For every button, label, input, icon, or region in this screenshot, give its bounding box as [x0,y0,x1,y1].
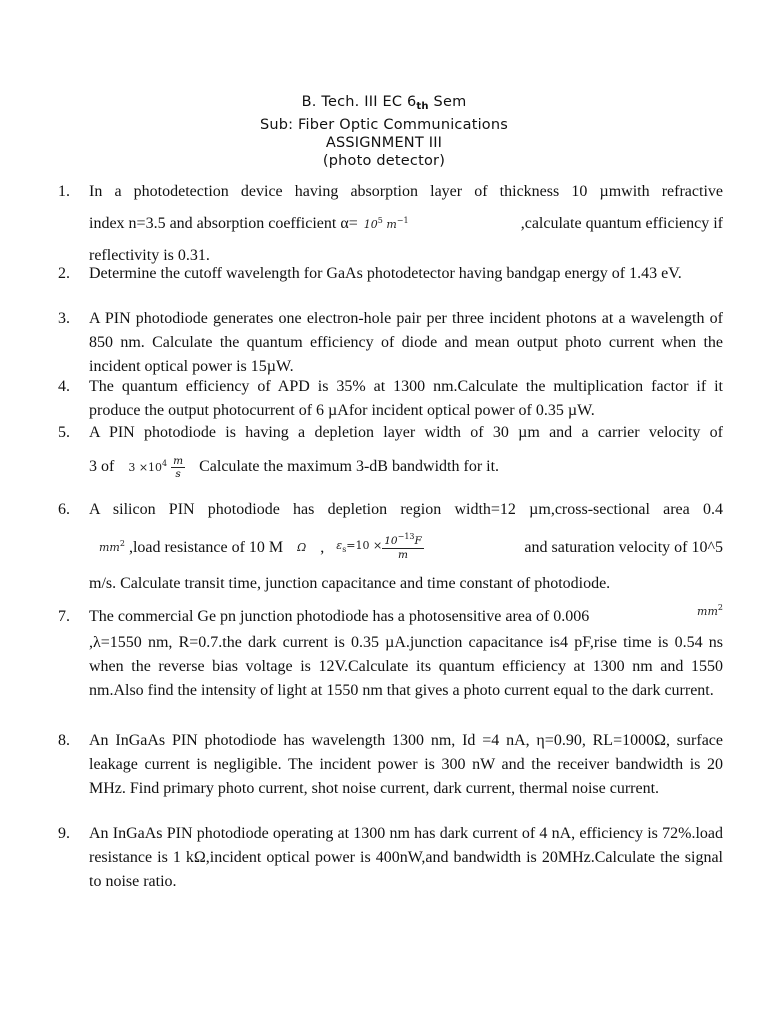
question-2: 2. Determine the cutoff wavelength for GaAs photodetector having bandgap energy of 1.43 eV. [58,265,682,282]
carrier-velocity-formula: $3 \times 10^4$ [128,459,168,475]
question-8: 8. An InGaAs PIN photodiode has wavelength 1300 nm, Id =4 nA, η=0.90, RL=1000Ω, surface leakage current is negligible. The incident power is 300 nW and the receiver bandwidth is 20 MHz. Find primary photo current, shot noise current, dark current, thermal noise current. [58,732,723,797]
absorption-coefficient-formula: $10^5$ $m^{-1}$ [363,216,409,231]
topic-line: (photo detector) [322,153,446,169]
question-4: 4. The quantum efficiency of APD is 35% at 1300 nm.Calculate the multiplication factor if it produce the output photocurrent of 6 µAfor incident optical power of 0.35 µW. [58,378,723,419]
question-6: 6. A silicon PIN photodiode has depletion region width=12 µm,cross-sectional area 0.4 $mm^2$ ,load resistance of 10 M Ω , $\varepsilon_s=10$ × $\frac{10^{-13}F}{m}$ and saturation velocity of 10^5 m/s. Calculate transit time, junction capacitance and time constant of photodiode. [58,501,723,593]
course-line: B. Tech. III EC $6_{th}$ Sem [301,94,467,112]
question-7: 7. The commercial Ge pn junction photodiode has a photosensitive area of 0.006 $mm^2$ ,λ=1550 nm, R=0.7.the dark current is 0.35 µA.junction capacitance is4 pF,rise time is 0.54 ns when the reverse bias voltage is 12V.Calculate its quantum efficiency at 1300 nm and 1550 nm.Also find the intensity of light at 1550 nm that gives a photo current equal to the dark current. [89,605,723,703]
question-1: 1. In a photodetection device having absorption layer of thickness 10 µmwith refractive index n=3.5 and absorption coefficient α= $10^5$ $m^{-1}$ ,calculate quantum efficiency if reflectivity is 0.31. [58,183,723,264]
question-5: 5. A PIN photodiode is having a depletion layer width of 30 µm and a carrier velocity of 3 of $3 \times 10^4$ $\frac{m}{s}$ Calculate the maximum 3-dB bandwidth for it. [58,424,723,480]
document-header [0,93,768,170]
question-3: 3. A PIN photodiode generates one electron-hole pair per three incident photons at a wavelength of 850 nm. Calculate the quantum efficiency of diode and mean output photo current when the incident optical power is 15µW. [58,310,723,375]
subject-line: Sub: Fiber Optic Communications [259,117,509,133]
area-unit-formula: $mm^2$ [99,538,125,554]
permittivity-formula: $\varepsilon_s=10$ × [336,539,383,555]
ohm-symbol: Ω [297,541,307,555]
photosensitive-area-unit: $mm^2$ [697,603,723,618]
assignment-title: ASSIGNMENT III [325,135,443,151]
question-9: 9. An InGaAs PIN photodiode operating at 1300 nm has dark current of 4 nA, efficiency is 72%.load resistance is 1 kΩ,incident optical power is 400nW,and bandwidth is 20MHz.Calculate the signal to noise ratio. [58,825,723,890]
